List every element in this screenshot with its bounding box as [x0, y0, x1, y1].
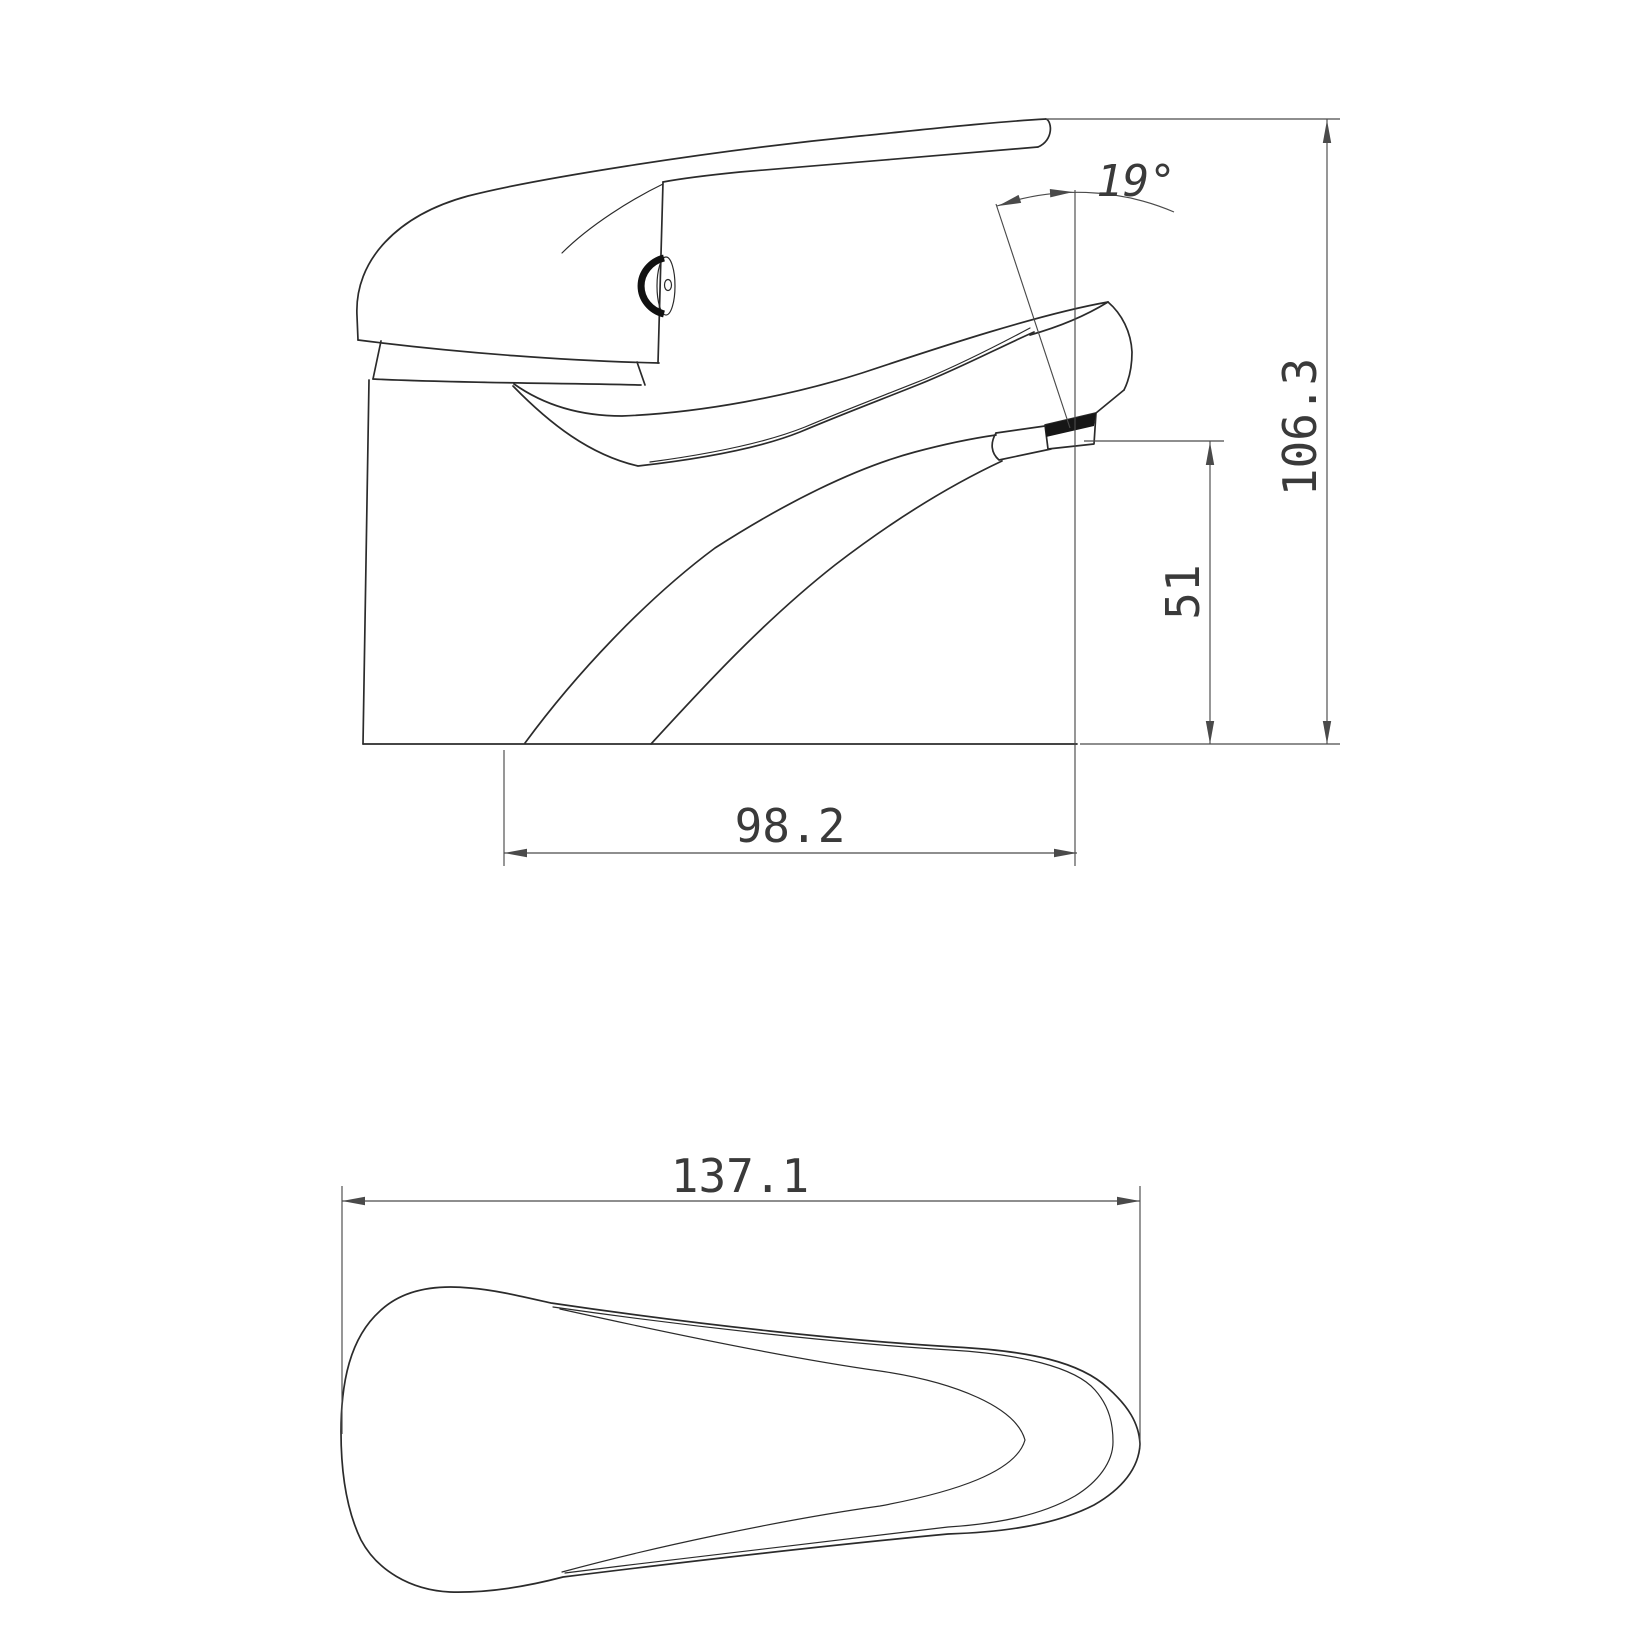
body-front-curve-upper	[525, 435, 996, 743]
length-arrow-right	[1117, 1197, 1140, 1205]
outlet-arrow-bottom	[1206, 721, 1214, 744]
outlet-label: 51	[1156, 564, 1210, 620]
length-arrow-left	[342, 1197, 365, 1205]
head-bottom-edge	[996, 426, 1045, 433]
body-left-edge	[363, 380, 369, 744]
reach-arrow-left	[504, 849, 527, 857]
screw-center	[665, 280, 672, 291]
angle-label: 19°	[1096, 156, 1176, 207]
lever-top-outline	[357, 119, 1046, 340]
reach-arrow-right	[1054, 849, 1077, 857]
body-front-curve-lower	[651, 461, 1002, 744]
height-arrow-bottom	[1323, 721, 1331, 744]
angle-arrow-right	[1050, 188, 1073, 198]
handle-top-view	[341, 1287, 1140, 1592]
cap-left-edge	[373, 341, 381, 379]
spout-head-lower-edge	[1096, 390, 1124, 413]
spout-tip-curve	[1030, 302, 1108, 335]
spout-seam-line	[650, 328, 1030, 462]
handle-inner-outline	[560, 1309, 1025, 1572]
angle-arrow-left	[997, 195, 1021, 210]
reach-label: 98.2	[734, 799, 846, 853]
dimension-annotations-side	[504, 119, 1340, 866]
handle-front-face	[658, 182, 663, 363]
dimension-annotations-top	[342, 1149, 1140, 1448]
handle-outer-outline	[341, 1287, 1140, 1592]
cap-right-edge	[637, 362, 645, 385]
spout-right-face	[1108, 302, 1132, 390]
spout-top-edge	[514, 302, 1108, 416]
angle-reference-slanted-line	[996, 204, 1070, 428]
spout-underside	[513, 332, 1034, 466]
head-casing	[992, 433, 1051, 460]
outlet-arrow-top	[1206, 442, 1214, 465]
height-arrow-top	[1323, 120, 1331, 143]
height-label: 106.3	[1273, 357, 1327, 497]
handle-seam-line	[553, 1307, 1113, 1573]
handle-crease	[562, 184, 663, 253]
aerator-slot	[1045, 413, 1096, 437]
length-label: 137.1	[670, 1149, 810, 1203]
lever-tip-cap	[1038, 119, 1050, 147]
side-view	[357, 119, 1132, 744]
handle-bottom-outline	[358, 340, 659, 363]
cap-bottom-edge	[373, 379, 641, 385]
